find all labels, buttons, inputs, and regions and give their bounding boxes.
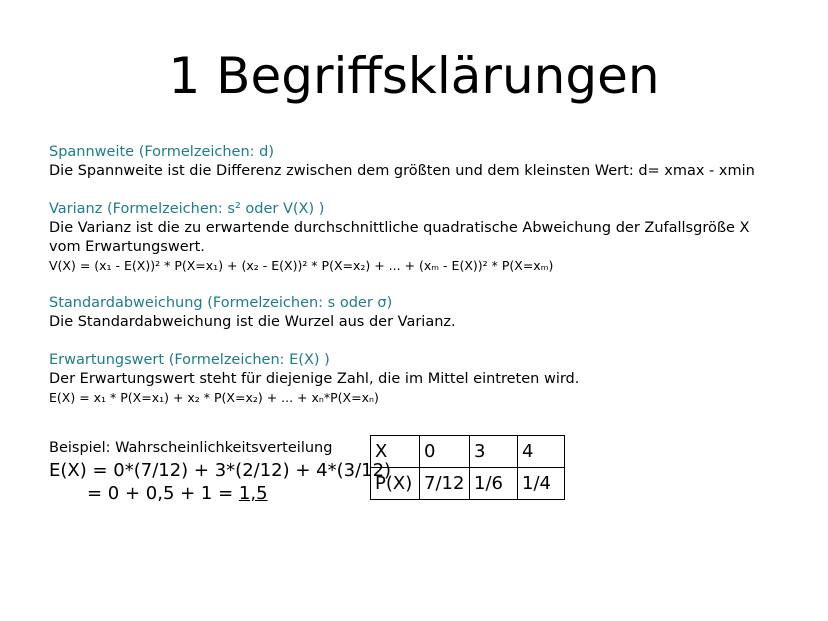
text-erwartungswert: Der Erwartungswert steht für diejenige Zahl, die im Mittel eintreten wird. xyxy=(49,371,580,387)
example-label: Beispiel: Wahrscheinlichkeitsverteilung xyxy=(49,440,333,456)
section-erwartungswert xyxy=(49,350,809,407)
page-title: 1 Begriffsklärungen xyxy=(168,47,660,105)
text-varianz-line1: Die Varianz ist die zu erwartende durchschnittliche quadratische Abweichung der Zufallsgröße X xyxy=(49,220,750,236)
table-cell: P(X) xyxy=(371,468,420,500)
table-cell: 7/12 xyxy=(420,468,470,500)
table-cell: 0 xyxy=(420,436,470,468)
heading-varianz: Varianz (Formelzeichen: s² oder V(X) ) xyxy=(49,201,325,217)
table-cell: 4 xyxy=(518,436,565,468)
table-cell: X xyxy=(371,436,420,468)
table-cell: 3 xyxy=(470,436,518,468)
example-block xyxy=(49,437,391,506)
table-cell: 1/6 xyxy=(470,468,518,500)
definitions xyxy=(49,142,809,425)
formula-erwartungswert: E(X) = x₁ * P(X=x₁) + x₂ * P(X=x₂) + ... + xₙ*P(X=xₙ) xyxy=(49,390,379,405)
heading-spannweite: Spannweite (Formelzeichen: d) xyxy=(49,144,275,160)
heading-standardabweichung: Standardabweichung (Formelzeichen: s oder σ) xyxy=(49,295,393,311)
text-spannweite: Die Spannweite ist die Differenz zwischen dem größten und dem kleinsten Wert: d= xmax - xmin xyxy=(49,163,755,179)
table-cell: 1/4 xyxy=(518,468,565,500)
table-row xyxy=(371,468,565,500)
text-standardabweichung: Die Standardabweichung ist die Wurzel aus der Varianz. xyxy=(49,314,456,330)
section-varianz xyxy=(49,199,809,275)
example-result-value: 1,5 xyxy=(238,483,268,504)
example-result-prefix: = 0 + 0,5 + 1 = xyxy=(87,483,239,504)
section-spannweite xyxy=(49,142,809,181)
example-result xyxy=(49,482,391,506)
probability-distribution-table xyxy=(370,435,565,500)
example-formula: E(X) = 0*(7/12) + 3*(2/12) + 4*(3/12) xyxy=(49,460,392,481)
heading-erwartungswert: Erwartungswert (Formelzeichen: E(X) ) xyxy=(49,352,330,368)
table-row xyxy=(371,436,565,468)
text-varianz-line2: vom Erwartungswert. xyxy=(49,239,205,255)
section-standardabweichung xyxy=(49,293,809,332)
formula-varianz: V(X) = (x₁ - E(X))² * P(X=x₁) + (x₂ - E(X))² * P(X=x₂) + ... + (xₘ - E(X))² * P(X=xₘ) xyxy=(49,258,554,273)
